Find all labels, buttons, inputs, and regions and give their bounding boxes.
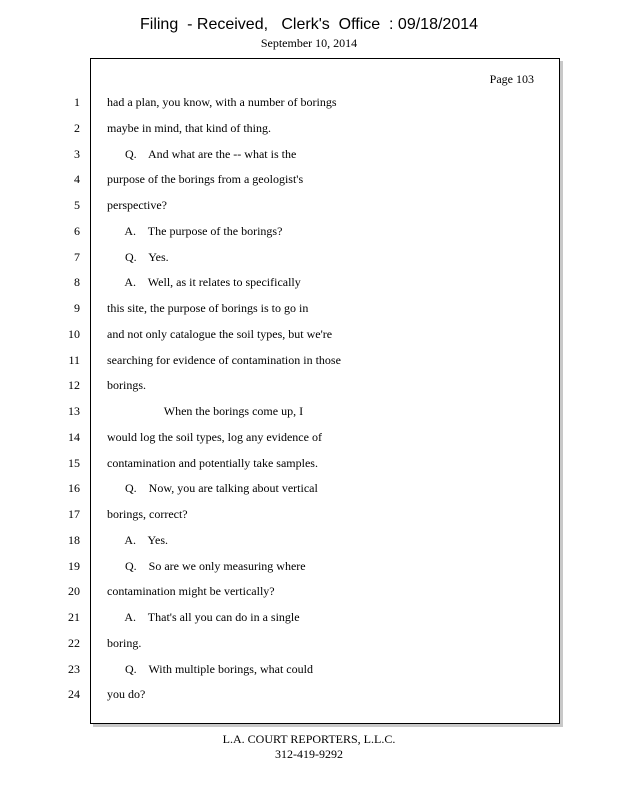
line-text: Q. Now, you are talking about vertical — [107, 481, 318, 496]
transcript-line — [0, 327, 600, 345]
transcript-line — [0, 662, 600, 680]
line-text: maybe in mind, that kind of thing. — [107, 120, 271, 135]
line-number: 24 — [68, 687, 80, 702]
line-number: 18 — [68, 532, 80, 547]
line-number: 15 — [68, 455, 80, 470]
transcript-line — [0, 95, 600, 113]
line-text: contamination might be vertically? — [107, 584, 275, 599]
transcript-line — [0, 610, 600, 628]
transcript-line — [0, 404, 600, 422]
line-text: Q. So are we only measuring where — [107, 558, 306, 573]
line-number: 10 — [68, 326, 80, 341]
line-text: and not only catalogue the soil types, but we're — [107, 326, 333, 341]
reporter-company: L.A. COURT REPORTERS, L.L.C. — [222, 732, 396, 746]
transcript-line — [0, 275, 600, 293]
reporter-phone: 312-419-9292 — [275, 747, 343, 761]
line-number: 21 — [68, 610, 80, 624]
line-text: contamination and potentially take samples. — [107, 455, 318, 470]
line-number: 4 — [74, 172, 80, 187]
transcript-line — [0, 172, 600, 190]
transcript-line — [0, 507, 600, 525]
line-text: purpose of the borings from a geologist's — [107, 172, 304, 187]
transcript-line — [0, 250, 600, 268]
line-number: 6 — [74, 223, 80, 238]
transcript-line — [0, 481, 600, 499]
line-text: borings, correct? — [107, 507, 188, 521]
line-text: borings. — [107, 378, 146, 393]
transcript-line — [0, 121, 600, 139]
line-text: Q. Yes. — [107, 249, 169, 264]
line-text: had a plan, you know, with a number of borings — [107, 95, 337, 109]
line-number: 23 — [68, 661, 80, 676]
line-number: 11 — [68, 352, 80, 367]
transcript-line — [0, 559, 600, 577]
line-number: 22 — [68, 635, 80, 650]
line-text: A. That's all you can do in a single — [107, 610, 300, 624]
line-text: this site, the purpose of borings is to go in — [107, 301, 309, 315]
transcript-line — [0, 456, 600, 474]
line-number: 1 — [74, 95, 80, 109]
line-number: 19 — [68, 558, 80, 573]
line-number: 9 — [74, 301, 80, 315]
line-number: 17 — [68, 507, 80, 521]
transcript-line — [0, 584, 600, 602]
line-text: perspective? — [107, 198, 167, 212]
transcript-line — [0, 533, 600, 551]
line-text: searching for evidence of contamination in those — [107, 352, 341, 367]
line-number: 5 — [74, 198, 80, 212]
line-text: would log the soil types, log any evidence of — [107, 429, 322, 444]
transcript-line — [0, 636, 600, 654]
transcript-line — [0, 378, 600, 396]
transcript-line — [0, 430, 600, 448]
transcript-line — [0, 224, 600, 242]
line-text: Q. With multiple borings, what could — [107, 661, 313, 676]
line-text: boring. — [107, 635, 142, 650]
line-text: A. The purpose of the borings? — [107, 223, 283, 238]
transcript-line — [0, 301, 600, 319]
line-number: 8 — [74, 275, 80, 290]
line-number: 16 — [68, 481, 80, 496]
line-number: 14 — [68, 429, 80, 444]
line-text: A. Yes. — [107, 532, 169, 547]
line-text: you do? — [107, 687, 146, 702]
line-text: A. Well, as it relates to specifically — [107, 275, 301, 290]
line-text: Q. And what are the -- what is the — [107, 146, 297, 161]
line-text: When the borings come up, I — [107, 404, 304, 418]
filing-stamp: Filing - Received, Clerk's Office : 09/18/2014 — [139, 16, 479, 33]
line-number: 3 — [74, 146, 80, 161]
line-number: 13 — [68, 404, 80, 418]
transcript-line — [0, 147, 600, 165]
transcript-line — [0, 687, 600, 705]
deposition-date: September 10, 2014 — [260, 36, 358, 50]
transcript-line — [0, 353, 600, 371]
line-number: 20 — [68, 584, 80, 599]
transcript-line — [0, 198, 600, 216]
line-number: 2 — [74, 120, 80, 135]
line-number: 12 — [68, 378, 80, 393]
line-number: 7 — [74, 249, 80, 264]
page-number: Page 103 — [489, 72, 534, 86]
